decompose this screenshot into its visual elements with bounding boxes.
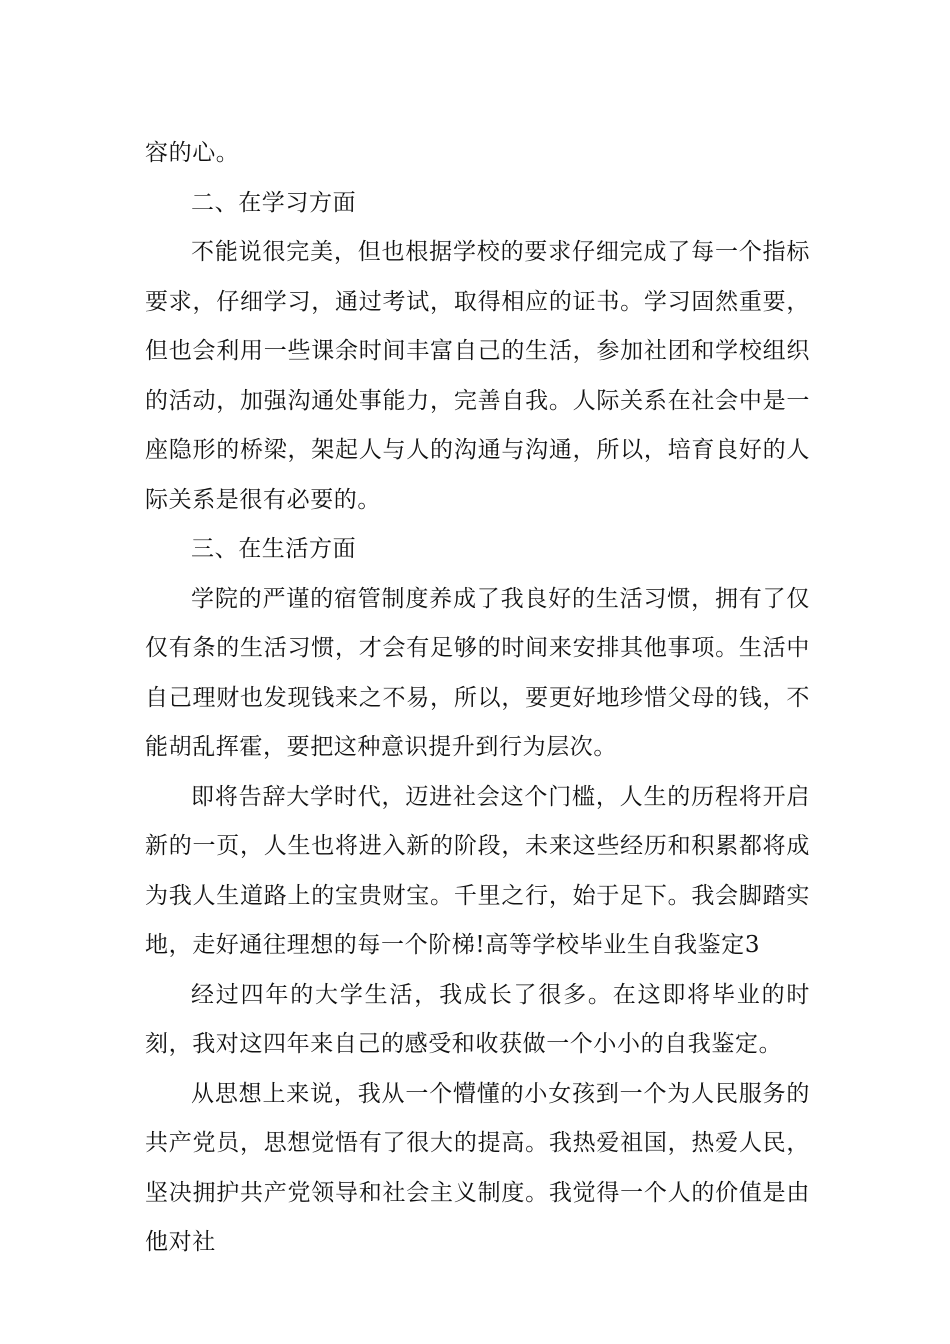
paragraph-farewell: 即将告辞大学时代，迈进社会这个门槛，人生的历程将开启新的一页，人生也将进入新的阶段，未来这些经历和积累都将成为我人生道路上的宝贵财宝。千里之行，始于足下。我会脚踏实地，走好通往理想的每一个阶梯!高等学校毕业生自我鉴定3 — [145, 783, 810, 958]
section-heading-study: 二、在学习方面 — [191, 189, 357, 216]
paragraph-ideology: 从思想上来说，我从一个懵懂的小女孩到一个为人民服务的共产党员，思想觉悟有了很大的提高。我热爱祖国，热爱人民，坚决拥护共产党领导和社会主义制度。我觉得一个人的价值是由他对社 — [145, 1080, 810, 1255]
paragraph-study: 不能说很完美，但也根据学校的要求仔细完成了每一个指标要求，仔细学习，通过考试，取得相应的证书。学习固然重要，但也会利用一些课余时间丰富自己的生活，参加社团和学校组织的活动，加强沟通处事能力，完善自我。人际关系在社会中是一座隐形的桥梁，架起人与人的沟通与沟通，所以，培育良好的人际关系是很有必要的。 — [145, 239, 810, 513]
paragraph-life: 学院的严谨的宿管制度养成了我良好的生活习惯，拥有了仅仅有条的生活习惯，才会有足够的时间来安排其他事项。生活中自己理财也发现钱来之不易，所以，要更好地珍惜父母的钱，不能胡乱挥霍，要把这种意识提升到行为层次。 — [145, 585, 810, 760]
paragraph-continuation: 容的心。 — [145, 140, 240, 166]
document-body — [145, 129, 810, 1268]
section-heading-life: 三、在生活方面 — [191, 536, 357, 562]
paragraph-growth: 经过四年的大学生活，我成长了很多。在这即将毕业的时刻，我对这四年来自己的感受和收获做一个小小的自我鉴定。 — [145, 981, 810, 1057]
